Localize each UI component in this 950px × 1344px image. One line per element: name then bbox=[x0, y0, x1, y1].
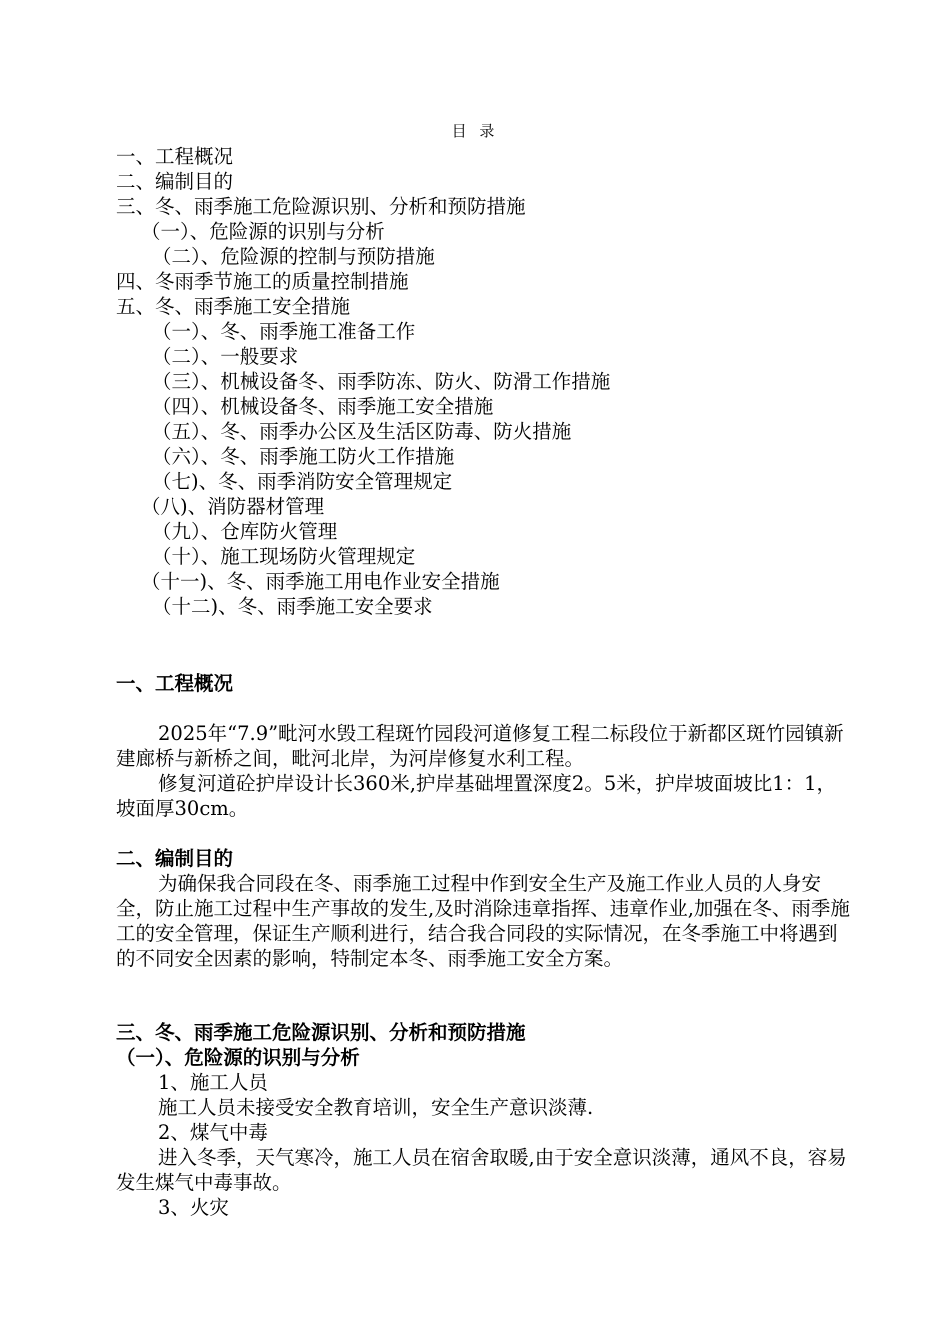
paragraph bbox=[116, 871, 854, 971]
toc-item: 五、冬、雨季施工安全措施 bbox=[116, 295, 351, 318]
toc-item: （五）、冬、雨季办公区及生活区防毒、防火措施 bbox=[152, 420, 572, 443]
toc-item: 四、冬雨季节施工的质量控制措施 bbox=[116, 270, 409, 293]
toc-title: 目 录 bbox=[451, 122, 499, 140]
paragraph bbox=[116, 771, 854, 821]
toc-item: 一、工程概况 bbox=[116, 145, 234, 168]
toc-item: （二）、一般要求 bbox=[152, 345, 299, 368]
toc-item: （十二)、冬、雨季施工安全要求 bbox=[152, 595, 433, 618]
toc-item: （六）、冬、雨季施工防火工作措施 bbox=[152, 445, 455, 468]
toc-item: 三、冬、雨季施工危险源识别、分析和预防措施 bbox=[116, 195, 526, 218]
toc-item: （三）、机械设备冬、雨季防冻、防火、防滑工作措施 bbox=[152, 370, 611, 393]
paragraph bbox=[116, 721, 854, 771]
item-title: 3、火灾 bbox=[158, 1196, 229, 1219]
section-heading: 三、冬、雨季施工危险源识别、分析和预防措施 bbox=[116, 1021, 526, 1044]
item-title: 1、施工人员 bbox=[158, 1071, 268, 1094]
paragraph-text: 2025年“7.9”毗河水毁工程斑竹园段河道修复工程二标段位于新都区斑竹园镇新建廊桥与新桥之间，毗河北岸，为河岸修复水利工程。 bbox=[116, 722, 844, 770]
item-text: 施工人员未接受安全教育培训，安全生产意识淡薄. bbox=[158, 1096, 594, 1119]
toc-item: （十）、施工现场防火管理规定 bbox=[152, 545, 416, 568]
toc-item: （四）、机械设备冬、雨季施工安全措施 bbox=[152, 395, 494, 418]
paragraph bbox=[116, 1145, 854, 1195]
toc-item: （八)、消防器材管理 bbox=[141, 495, 325, 518]
toc-item: （十一)、冬、雨季施工用电作业安全措施 bbox=[141, 570, 500, 593]
subsection-heading: （一）、危险源的识别与分析 bbox=[116, 1046, 360, 1069]
paragraph-text: 为确保我合同段在冬、雨季施工过程中作到安全生产及施工作业人员的人身安全，防止施工过程中生产事故的发生,及时消除违章指挥、违章作业,加强在冬、雨季施工的安全管理，保证生产顺利进行，结合我合同段的实际情况，在冬季施工中将遇到的不同安全因素的影响，特制定本冬、雨季施工安全方案。 bbox=[116, 872, 850, 970]
toc-item: （九）、仓库防火管理 bbox=[152, 520, 338, 543]
paragraph-text: 修复河道砼护岸设计长360米,护岸基础埋置深度2。5米，护岸坡面坡比1：1，坡面厚30cm。 bbox=[116, 772, 837, 820]
section-heading: 二、编制目的 bbox=[116, 847, 234, 870]
section-heading: 一、工程概况 bbox=[116, 672, 234, 695]
paragraph-text: 进入冬季，天气寒冷，施工人员在宿舍取暖,由于安全意识淡薄，通风不良，容易发生煤气中毒事故。 bbox=[116, 1146, 847, 1194]
toc-item: （七)、冬、雨季消防安全管理规定 bbox=[152, 470, 453, 493]
toc-item: （一）、危险源的识别与分析 bbox=[141, 220, 385, 243]
toc-item: 二、编制目的 bbox=[116, 170, 234, 193]
toc-item: （二）、危险源的控制与预防措施 bbox=[152, 245, 435, 268]
toc-item: （一）、冬、雨季施工准备工作 bbox=[152, 320, 416, 343]
item-title: 2、煤气中毒 bbox=[158, 1121, 268, 1144]
